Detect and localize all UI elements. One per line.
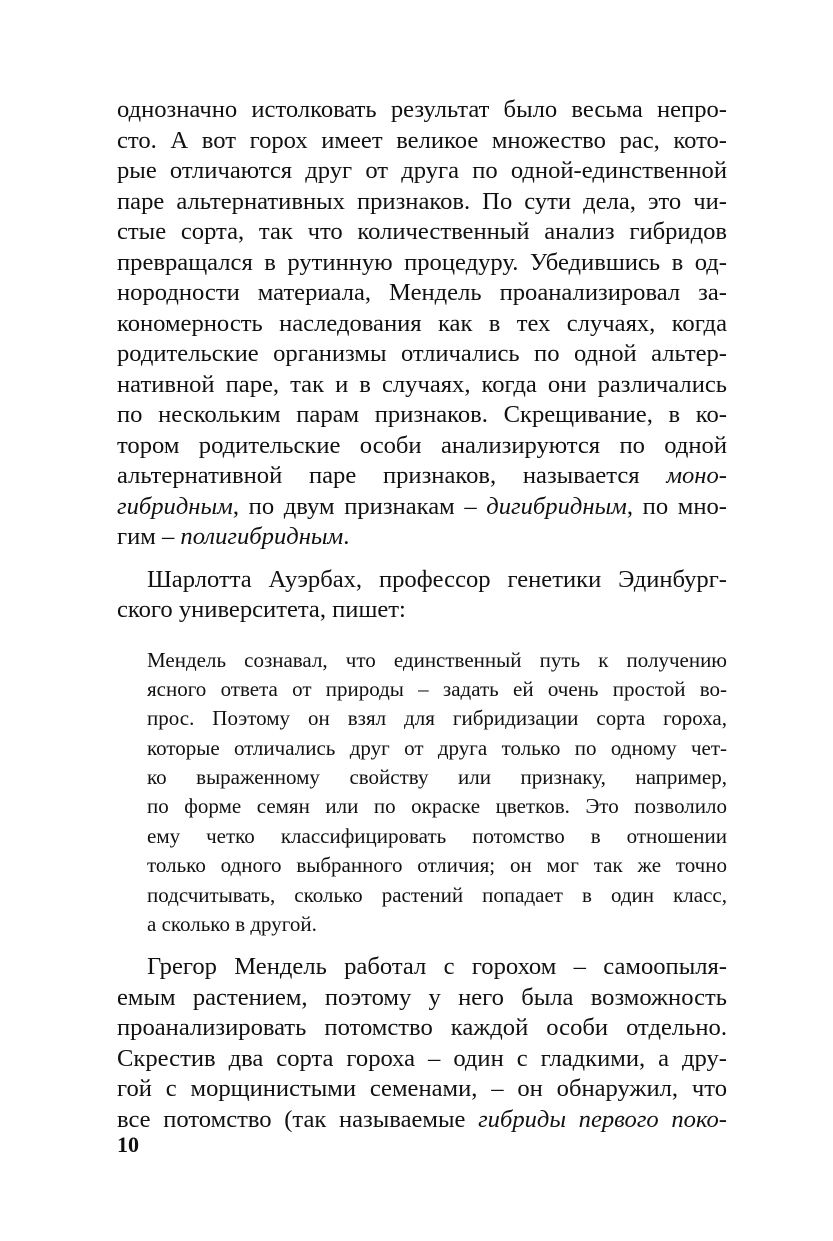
text-line [117, 248, 727, 279]
text-run: а сколько в другой. [147, 912, 317, 937]
text-line [117, 217, 727, 248]
text-run: альтернативной паре признаков, называется [117, 462, 667, 489]
text-line [117, 278, 727, 309]
text-run: ему четко классифицировать потомство в отношении [147, 823, 727, 848]
italic-term: полигибридным [180, 523, 344, 550]
text-run: емым растением, поэтому у него была возможность [117, 983, 727, 1011]
text-line [117, 400, 727, 431]
text-run: гой с морщинистыми семенами, – он обнаружил, что [117, 1075, 727, 1103]
text-line [117, 565, 727, 596]
text-run: Шарлотта Ауэрбах, профессор генетики Эдинбург- [147, 565, 727, 593]
text-run: рые отличаются друг от друга по одной-единственной [117, 157, 727, 184]
text-run: превращался в рутинную процедуру. Убедившись в од- [117, 248, 727, 276]
text-line [117, 492, 727, 523]
text-line [117, 95, 727, 126]
text-run: все потомство (так называемые [117, 1105, 479, 1133]
text-run: только одного выбранного отличия; он мог так же точно [147, 853, 727, 878]
text-run: подсчитывать, сколько растений попадает в один класс, [147, 882, 727, 907]
text-line [117, 309, 727, 340]
text-line [117, 461, 727, 492]
text-run: гим – [117, 523, 181, 550]
text-run: ского университета, пишет: [117, 596, 406, 623]
paragraph-2 [117, 565, 727, 626]
paragraph-1 [117, 95, 727, 553]
text-line [117, 1105, 727, 1136]
paragraph-3 [117, 952, 727, 1135]
page-content [117, 95, 727, 1135]
text-line [147, 704, 727, 733]
text-run: Мендель сознавал, что единственный путь к получению [147, 647, 727, 672]
text-line [117, 522, 727, 553]
page-number: 10 [117, 1132, 139, 1157]
text-run: однозначно истолковать результат было весьма непро- [117, 96, 727, 123]
text-line [117, 187, 727, 218]
text-run: , по двум признакам – [232, 492, 487, 520]
text-line [147, 763, 727, 792]
italic-term: моно- [666, 462, 727, 489]
italic-term: дигибридным [486, 492, 627, 520]
text-run: нативной паре, так и в случаях, когда они различались [117, 370, 727, 398]
text-line [117, 983, 727, 1014]
text-line [117, 126, 727, 157]
text-run: . [343, 523, 350, 550]
text-run: паре альтернативных признаков. По сути дела, это чи- [117, 187, 727, 215]
text-line [147, 734, 727, 763]
text-line [147, 851, 727, 880]
text-line [147, 792, 727, 821]
text-line [117, 1013, 727, 1044]
text-run: по форме семян или по окраске цветков. Это позволило [147, 794, 727, 819]
text-line [117, 1074, 727, 1105]
text-run: сто. А вот горох имеет великое множество рас, кото- [117, 126, 727, 154]
text-run: которые отличались друг от друга только по одному чет- [147, 735, 727, 760]
text-line [147, 675, 727, 704]
text-line [117, 156, 727, 187]
text-line [117, 431, 727, 462]
text-line [117, 1044, 727, 1075]
text-run: проанализировать потомство каждой особи отдельно. [117, 1014, 727, 1042]
text-run: по нескольким парам признаков. Скрещивание, в ко- [117, 401, 727, 428]
text-run: стые сорта, так что количественный анализ гибридов [117, 218, 727, 245]
text-run: , по мно- [626, 492, 728, 520]
text-run: кономерность наследования как в тех случаях, когда [117, 309, 727, 337]
text-run: ясного ответа от природы – задать ей очень простой во- [147, 676, 727, 701]
text-run: тором родительские особи анализируются по одной [117, 431, 727, 459]
text-run: родительские организмы отличались по одной альтер- [117, 340, 727, 367]
text-run: прос. Поэтому он взял для гибридизации сорта гороха, [147, 706, 727, 731]
text-line [117, 339, 727, 370]
text-run: Грегор Мендель работал с горохом – самоопыля- [147, 953, 727, 981]
text-line [117, 370, 727, 401]
text-run: Скрестив два сорта гороха – один с гладкими, а дру- [117, 1044, 727, 1072]
text-run: нородности материала, Мендель проанализировал за- [117, 279, 727, 306]
text-line [117, 595, 727, 626]
text-line [147, 646, 727, 675]
text-line [117, 952, 727, 983]
text-line [147, 881, 727, 910]
block-quote [147, 646, 727, 940]
italic-term: гибридным [117, 492, 233, 520]
text-line [147, 910, 727, 939]
italic-term: гибриды первого поко- [478, 1105, 727, 1133]
text-run: ко выраженному свойству или признаку, например, [147, 765, 727, 790]
text-line [147, 822, 727, 851]
